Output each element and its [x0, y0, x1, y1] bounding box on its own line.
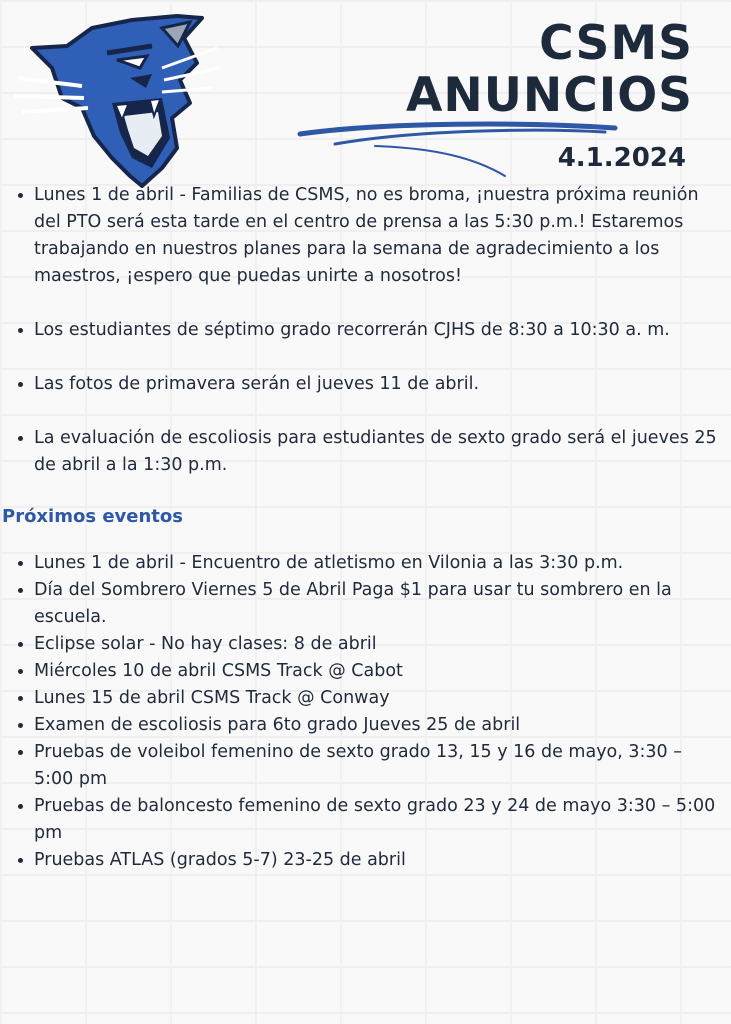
announcements-list	[0, 182, 725, 479]
main-content	[0, 182, 725, 874]
event-item: • Miércoles 10 de abril CSMS Track @ Cabot	[34, 658, 725, 685]
announcement-item: • La evaluación de escoliosis para estudiantes de sexto grado será el jueves 25 de abril a la 1:30 p.m.	[34, 425, 725, 479]
event-item: • Eclipse solar - No hay clases: 8 de abril	[34, 631, 725, 658]
wildcat-mascot-logo	[12, 8, 222, 188]
announcement-item: • Las fotos de primavera serán el jueves 11 de abril.	[34, 371, 725, 398]
announcement-item: • Lunes 1 de abril - Familias de CSMS, no es broma, ¡nuestra próxima reunión del PTO será esta tarde en el centro de prensa a las 5:30 p.m.! Estaremos trabajando en nuestros planes para la semana de agradecimiento a los maestros, ¡espero que puedas unirte a nosotros!	[34, 182, 725, 290]
upcoming-events-heading: Próximos eventos	[2, 506, 183, 527]
announcement-item: • Los estudiantes de séptimo grado recorrerán CJHS de 8:30 a 10:30 a. m.	[34, 317, 725, 344]
events-list	[0, 550, 725, 874]
title-line-anuncios: ANUNCIOS	[406, 68, 693, 123]
title-line-csms: CSMS	[539, 16, 693, 71]
event-item: • Pruebas de voleibol femenino de sexto grado 13, 15 y 16 de mayo, 3:30 – 5:00 pm	[34, 739, 725, 793]
event-item: • Lunes 1 de abril - Encuentro de atletismo en Vilonia a las 3:30 p.m.	[34, 550, 725, 577]
event-item: • Día del Sombrero Viernes 5 de Abril Paga $1 para usar tu sombrero en la escuela.	[34, 577, 725, 631]
event-item: • Lunes 15 de abril CSMS Track @ Conway	[34, 685, 725, 712]
event-item: • Examen de escoliosis para 6to grado Jueves 25 de abril	[34, 712, 725, 739]
page-title	[406, 18, 693, 122]
event-item: • Pruebas ATLAS (grados 5-7) 23-25 de abril	[34, 847, 725, 874]
announcement-date: 4.1.2024	[557, 143, 686, 173]
event-item: • Pruebas de baloncesto femenino de sexto grado 23 y 24 de mayo 3:30 – 5:00 pm	[34, 793, 725, 847]
